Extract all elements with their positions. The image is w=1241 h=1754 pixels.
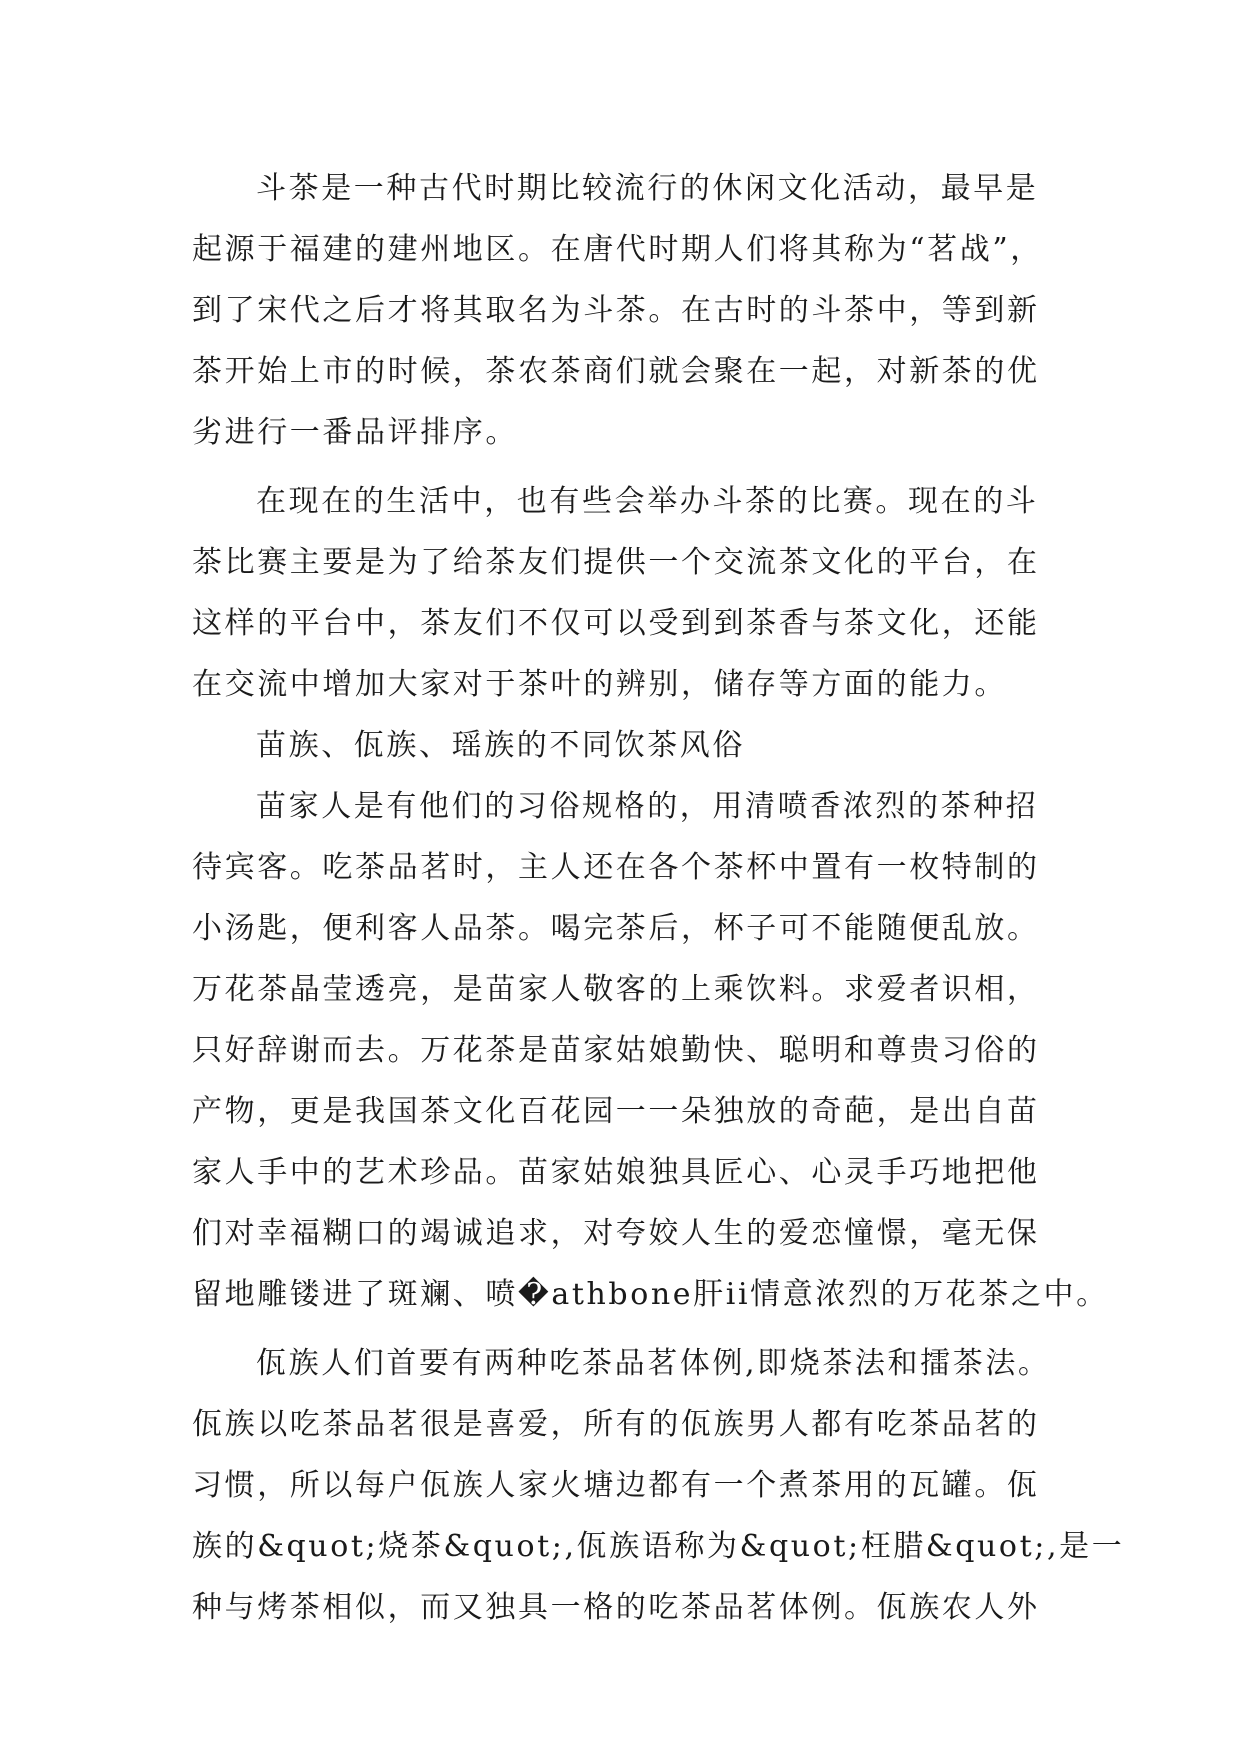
paragraph-line: 种与烤茶相似，而又独具一格的吃茶品茗体例。佤族农人外 bbox=[192, 1590, 1040, 1625]
paragraph-line: 斗茶是一种古代时期比较流行的休闲文化活动，最早是 bbox=[256, 171, 1039, 206]
paragraph-line: 到了宋代之后才将其取名为斗茶。在古时的斗茶中，等到新 bbox=[192, 293, 1040, 328]
paragraph-line: 族的&quot;烧茶&quot;,佤族语称为&quot;枉腊&quot;,是一 bbox=[192, 1529, 1125, 1564]
paragraph-line: 起源于福建的建州地区。在唐代时期人们将其称为“茗战”， bbox=[192, 232, 1043, 267]
paragraph-line: 佤族以吃茶品茗很是喜爱，所有的佤族男人都有吃茶品茗的 bbox=[192, 1407, 1040, 1442]
paragraph-line: 在现在的生活中，也有些会举办斗茶的比赛。现在的斗 bbox=[256, 484, 1039, 519]
paragraph-line: 在交流中增加大家对于茶叶的辨别，储存等方面的能力。 bbox=[192, 667, 1007, 702]
paragraph-line: 留地雕镂进了斑斓、喷�athbone肝ii情意浓烈的万花茶之中。 bbox=[192, 1277, 1109, 1312]
paragraph-line: 家人手中的艺术珍品。苗家姑娘独具匠心、心灵手巧地把他 bbox=[192, 1155, 1040, 1190]
paragraph-line: 这样的平台中，茶友们不仅可以受到到茶香与茶文化，还能 bbox=[192, 606, 1040, 641]
paragraph-line: 小汤匙，便利客人品茶。喝完茶后，杯子可不能随便乱放。 bbox=[192, 911, 1040, 946]
section-heading: 苗族、佤族、瑶族的不同饮茶风俗 bbox=[256, 728, 745, 763]
paragraph-line: 劣进行一番品评排序。 bbox=[192, 415, 518, 450]
paragraph-line: 佤族人们首要有两种吃茶品茗体例,即烧茶法和擂茶法。 bbox=[256, 1346, 1051, 1381]
paragraph-line: 习惯，所以每户佤族人家火塘边都有一个煮茶用的瓦罐。佤 bbox=[192, 1468, 1040, 1503]
body-text bbox=[192, 158, 1125, 1638]
paragraph-line: 茶开始上市的时候，茶农茶商们就会聚在一起，对新茶的优 bbox=[192, 354, 1040, 389]
paragraph-line: 只好辞谢而去。万花茶是苗家姑娘勤快、聪明和尊贵习俗的 bbox=[192, 1033, 1040, 1068]
paragraph-line: 待宾客。吃茶品茗时，主人还在各个茶杯中置有一枚特制的 bbox=[192, 850, 1040, 885]
paragraph-line: 苗家人是有他们的习俗规格的，用清喷香浓烈的茶种招 bbox=[256, 789, 1039, 824]
paragraph-line: 们对幸福糊口的竭诚追求，对夸姣人生的爱恋憧憬，毫无保 bbox=[192, 1216, 1040, 1251]
paragraph-line: 茶比赛主要是为了给茶友们提供一个交流茶文化的平台，在 bbox=[192, 545, 1040, 580]
paragraph-line: 万花茶晶莹透亮，是苗家人敬客的上乘饮料。求爱者识相， bbox=[192, 972, 1040, 1007]
paragraph-line: 产物，更是我国茶文化百花园一一朵独放的奇葩，是出自苗 bbox=[192, 1094, 1040, 1129]
